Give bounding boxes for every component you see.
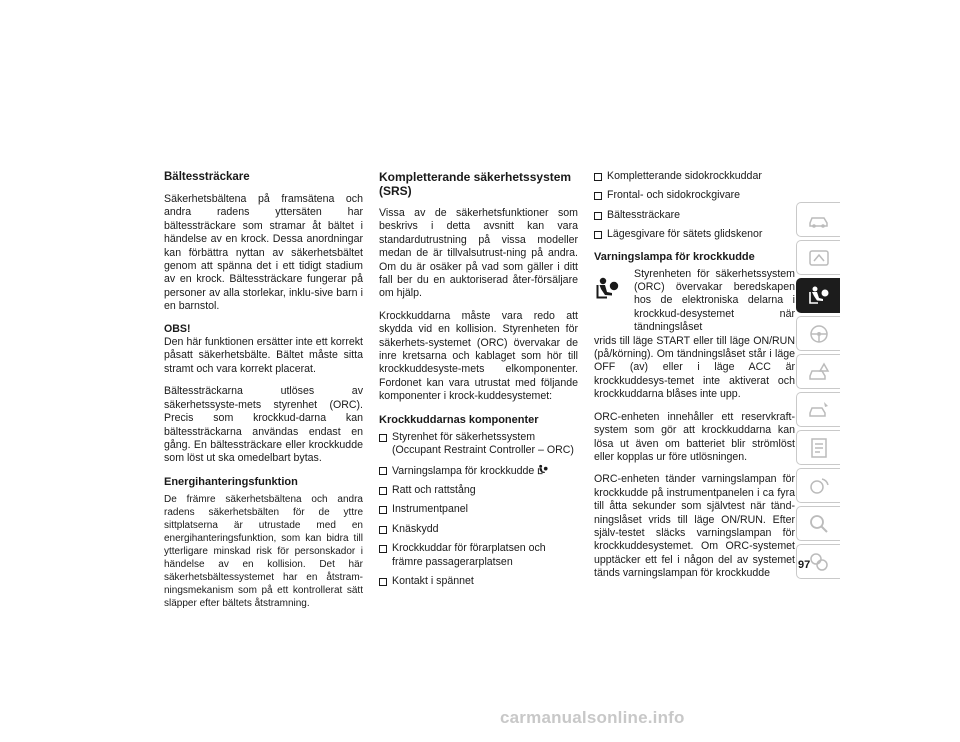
paragraph: Styrenheten för säkerhetssystem (ORC) övervakar beredskapen hos de elektroniska delarna i krockkud-desystemet när tändningslåset <box>634 267 795 334</box>
list-item: Kontakt i spännet <box>379 575 578 588</box>
airbag-warning-icon <box>594 276 620 302</box>
section-title-srs: Kompletterande säkerhetssystem (SRS) <box>379 170 572 198</box>
steering-wheel-icon <box>807 322 831 346</box>
emergency-icon <box>807 360 831 384</box>
paragraph: Vissa av de säkerhetsfunktioner som beskrivs i detta avsnitt kan vara standardutrustning på vissa modeller medan de är tillvalsutrust-ning på andra. Om du är osäker på vad som gäller i ditt fall ber du en auktoriserad åter-försäljare om hjälp. <box>379 207 578 300</box>
paragraph: Krockkuddarna måste vara redo att skydda vid en kollision. Styrenheten för säkerhets-systemet (ORC) övervakar de inre kretsarna och kablaget som hör till krockkuddesyste-mets elkomponenter. Fordonet kan vara utrustat med följande komponenter i krock-kuddesystemet: <box>379 309 578 403</box>
list-item: Instrumentpanel <box>379 503 578 516</box>
specifications-icon <box>807 436 831 460</box>
section-title-belt-pretensioners: Bältessträckare <box>164 171 250 183</box>
tab-safety[interactable] <box>796 278 840 313</box>
list-item: Kompletterande sidokrockkuddar <box>594 170 795 183</box>
list-item: Frontal- och sidokrockgivare <box>594 189 795 202</box>
tab-specifications[interactable] <box>796 430 840 465</box>
list-item: Knäskydd <box>379 523 578 536</box>
warning-light-block <box>594 268 795 335</box>
list-item: Krockkuddar för förarplatsen och främre passagerarplatsen <box>379 542 578 569</box>
note <box>164 323 363 377</box>
note-label: OBS! <box>164 322 191 335</box>
component-list-continued <box>594 170 795 242</box>
page-number: 97 <box>798 559 811 571</box>
service-icon <box>807 398 831 422</box>
tab-service[interactable] <box>796 392 840 427</box>
column-left <box>164 170 363 619</box>
list-item: Varningslampa för krockkudde <box>379 464 578 478</box>
list-item: Bältessträckare <box>594 209 795 222</box>
component-list <box>379 431 578 589</box>
section-title-airbag-components: Krockkuddarnas komponenter <box>379 413 539 426</box>
chapter-tabs <box>796 202 840 582</box>
column-right <box>594 170 795 590</box>
note-text: Den här funktionen ersätter inte ett korrekt påsatt säkerhetsbälte. Bältet måste sitta stramt och vara korrekt placerat. <box>164 336 363 375</box>
list-item: Styrenhet för säkerhetssystem (Occupant Restraint Controller – ORC) <box>379 431 578 458</box>
tab-search[interactable] <box>796 506 840 541</box>
section-title-energy-management: Energihanteringsfunktion <box>164 475 298 488</box>
tab-dashboard[interactable] <box>796 240 840 275</box>
paragraph: ORC-enheten innehåller ett reservkraft-system som gör att krockkuddarna kan lösa ut även om batteriet blir strömlöst eller kopplas ur före utlösningen. <box>594 410 795 463</box>
paragraph: Bältessträckarna utlöses av säkerhetssyste-mets styrenhet (ORC). Precis som krockkud-darna kan bältessträckarna användas endast en gång. En bältessträckare eller krockkudde som löst ut ska omedelbart bytas. <box>164 385 363 465</box>
watermark: carmanualsonline.info <box>500 708 685 727</box>
list-item: Ratt och rattstång <box>379 484 578 497</box>
tab-multimedia[interactable] <box>796 468 840 503</box>
dashboard-lights-icon <box>807 246 831 270</box>
tab-emergency[interactable] <box>796 354 840 389</box>
tab-car-info[interactable] <box>796 202 840 237</box>
language-icon <box>807 550 831 574</box>
paragraph: vrids till läge START eller till läge ON/RUN (på/körning). Om tändningslåset står i läge OFF (av) eller i läge ACC är krockkuddesys-temet inte aktiverat och krockkuddarna blåses inte upp. <box>594 334 795 401</box>
multimedia-icon <box>807 474 831 498</box>
airbag-safety-icon <box>807 284 831 308</box>
paragraph: De främre säkerhetsbältena och andra radens säkerhetsbälten för de yttre sittplatserna är utrustade med en energihanteringsfunktion, som kan bidra till ytterligare minskad risk för personskador i händelse av en kollision. Det här säkerhetsbältessystemet har en åtstram-ningsmekanism som på ett kontrollerat sätt släpper efter bältets åtstramning. <box>164 493 363 609</box>
tab-driving[interactable] <box>796 316 840 351</box>
paragraph: ORC-enheten tänder varningslampan för krockkudde på instrumentpanelen i ca fyra till åtta sekunder som självtest när tänd-ningslåset vrids till läge ON/RUN. Efter själv-testet släcks varningslampan för krockkuddesystemet. Om ORC-systemet upptäcker ett fel i någon del av systemet tänds varningslampan för krockkudde <box>594 473 795 580</box>
list-item: Lägesgivare för sätets glidskenor <box>594 228 795 241</box>
car-info-icon <box>807 208 831 232</box>
search-icon <box>807 512 831 536</box>
paragraph: Säkerhetsbältena på framsätena och andra radens yttersäten har bältessträckare som stramar åt bältet i händelse av en krock. Dessa anordningar kan förbättra nyttan av säkerhetsbältet genom att spänna det i ett tidigt stadium av en krock. Bältessträckare fungerar på personer av alla storlekar, inklu-sive barn i en barnstol. <box>164 193 363 313</box>
airbag-warning-icon <box>537 464 548 476</box>
section-title-airbag-warning-light: Varningslampa för krockkudde <box>594 250 755 263</box>
column-middle <box>379 170 578 596</box>
